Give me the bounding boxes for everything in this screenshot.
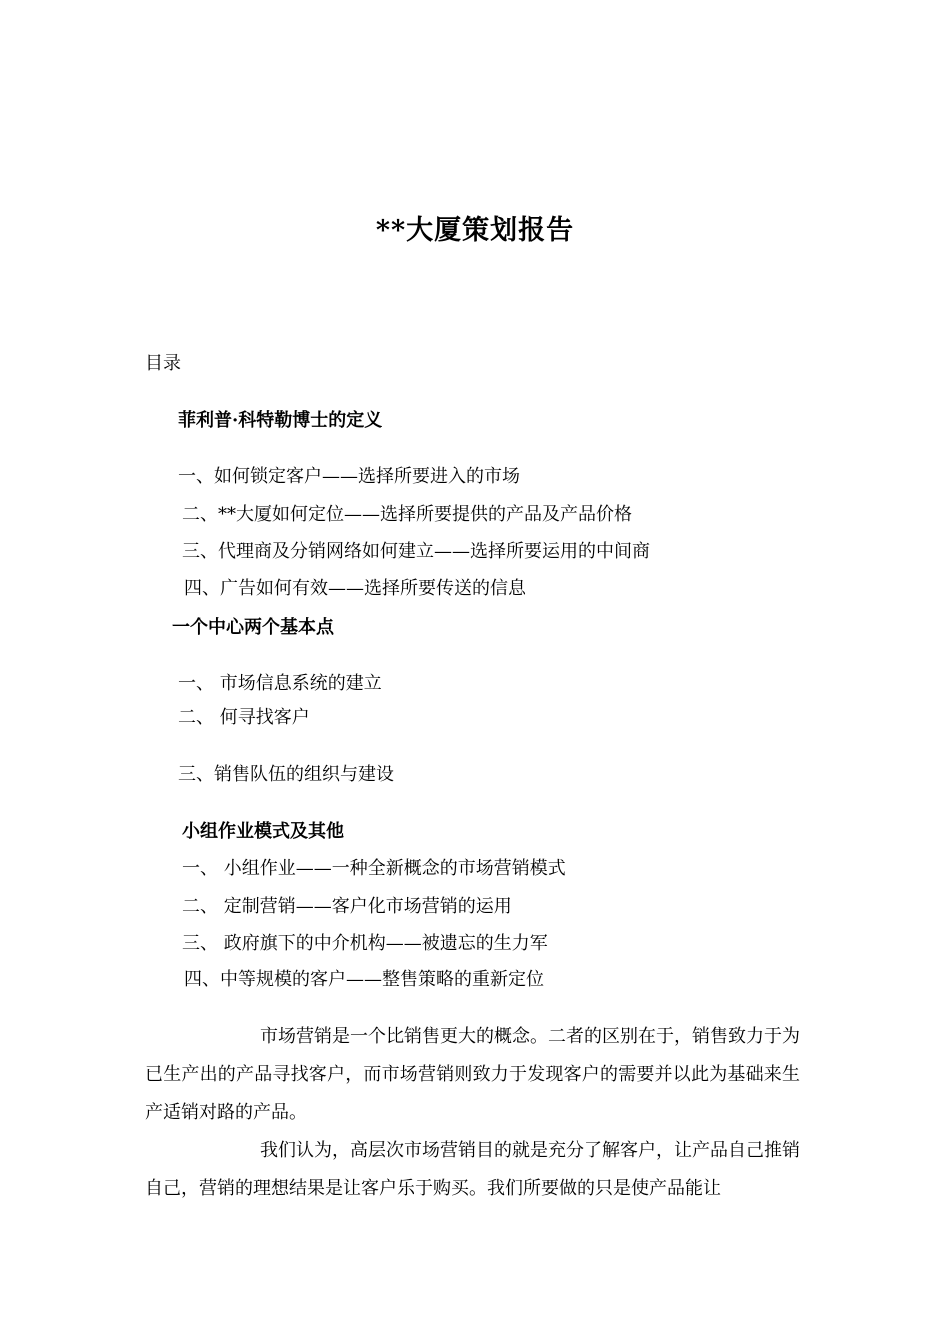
section-heading: 小组作业模式及其他 bbox=[182, 821, 344, 842]
toc-item: 三、销售队伍的组织与建设 bbox=[178, 764, 394, 785]
toc-item: 二、 定制营销——客户化市场营销的运用 bbox=[182, 896, 512, 917]
toc-item: 一、 市场信息系统的建立 bbox=[178, 673, 382, 694]
body-paragraph: 我们认为，高层次市场营销目的就是充分了解客户，让产品自己推销自己，营销的理想结果是让客户乐于购买。我们所要做的只是使产品能让 bbox=[145, 1140, 800, 1199]
toc-item: 三、 政府旗下的中介机构——被遗忘的生力军 bbox=[182, 933, 548, 954]
toc-item: 二、 何寻找客户 bbox=[178, 707, 310, 728]
section-heading: 一个中心两个基本点 bbox=[172, 617, 334, 638]
toc-heading: 目录 bbox=[145, 353, 181, 374]
toc-item: 二、**大厦如何定位——选择所要提供的产品及产品价格 bbox=[182, 504, 632, 525]
body-paragraph: 市场营销是一个比销售更大的概念。二者的区别在于，销售致力于为已生产出的产品寻找客户，而市场营销则致力于发现客户的需要并以此为基础来生产适销对路的产品。 bbox=[145, 1026, 800, 1123]
document-title: **大厦策划报告 bbox=[375, 215, 575, 246]
toc-item: 三、代理商及分销网络如何建立——选择所要运用的中间商 bbox=[182, 541, 650, 562]
toc-item: 四、中等规模的客户——整售策略的重新定位 bbox=[184, 969, 544, 990]
section-heading: 菲利普·科特勒博士的定义 bbox=[178, 410, 383, 431]
toc-item: 四、广告如何有效——选择所要传送的信息 bbox=[184, 578, 526, 599]
toc-item: 一、如何锁定客户——选择所要进入的市场 bbox=[178, 466, 520, 487]
toc-item: 一、 小组作业——一种全新概念的市场营销模式 bbox=[182, 858, 566, 879]
